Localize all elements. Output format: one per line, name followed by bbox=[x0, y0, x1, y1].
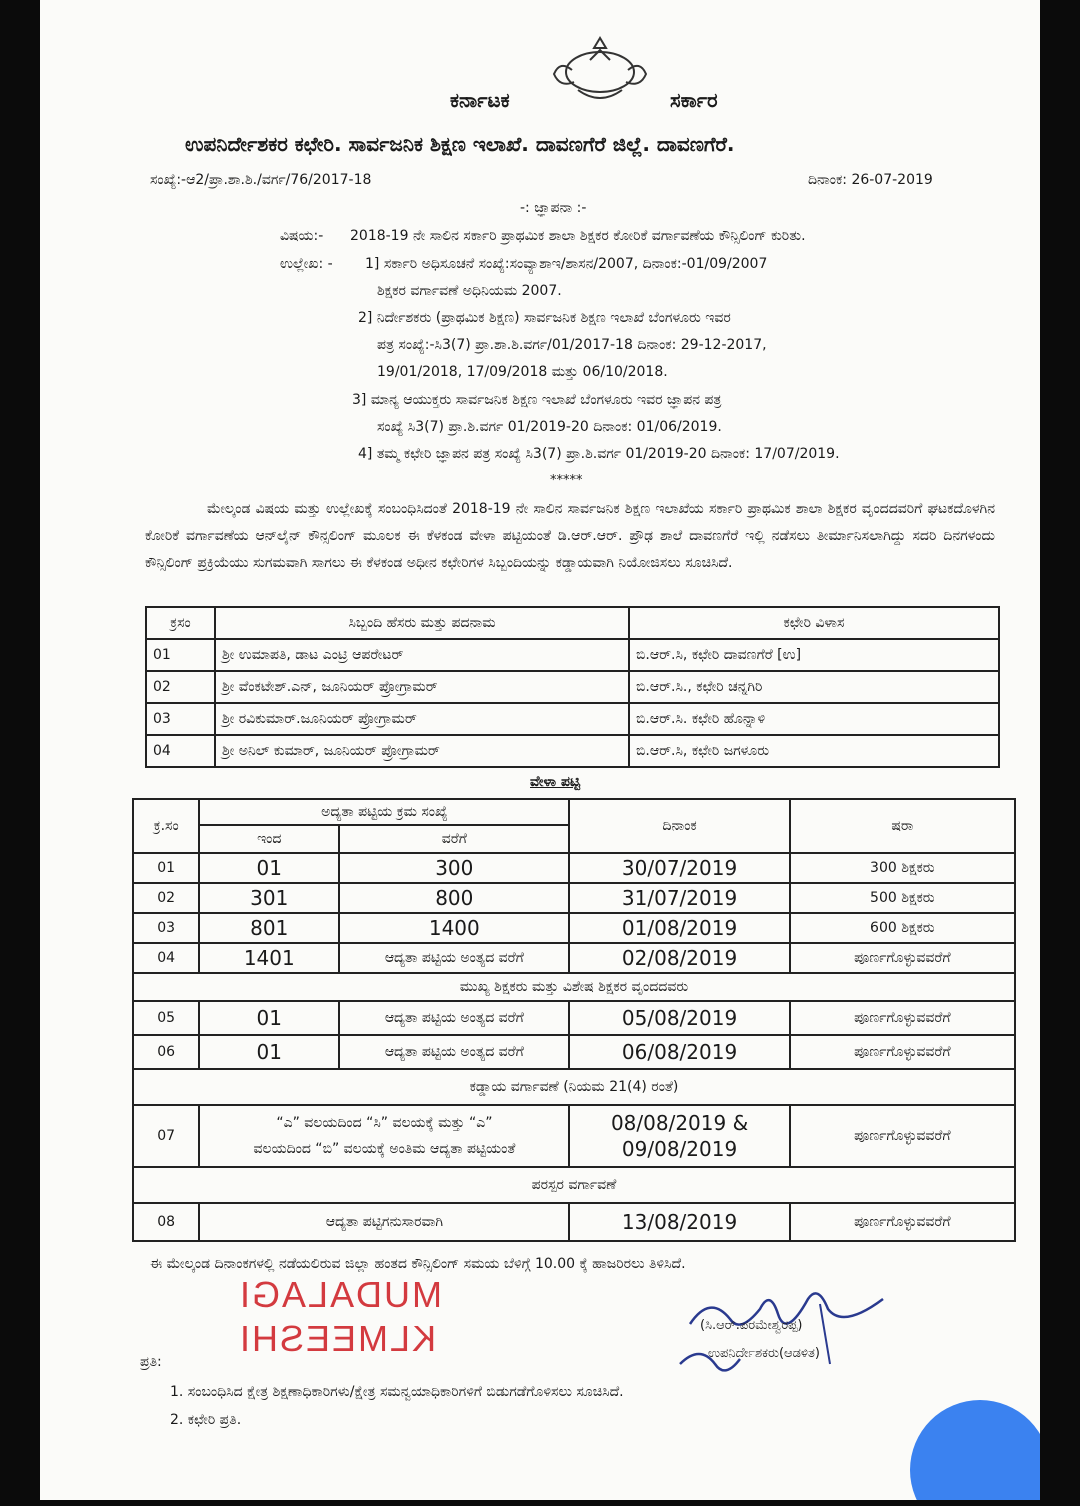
table-row bbox=[146, 671, 999, 703]
schedule-from: 801 bbox=[199, 913, 339, 943]
schedule-from: 01 bbox=[199, 1001, 339, 1035]
schedule-sl: 02 bbox=[133, 883, 199, 913]
staff-sl: 04 bbox=[146, 735, 215, 767]
zone-date-2: 09/08/2019 bbox=[621, 1137, 738, 1161]
schedule-to: ಆದ್ಯತಾ ಪಟ್ಟಿಯ ಅಂತ್ಯದ ವರೆಗೆ bbox=[339, 1001, 569, 1035]
subject-text: 2018-19 ನೇ ಸಾಲಿನ ಸರ್ಕಾರಿ ಪ್ರಾಥಮಿಕ ಶಾಲಾ ಶಿಕ್ಷಕರ ಕೋರಿಕೆ ವರ್ಗಾವಣೆಯ ಕೌನ್ಸಿಲಿಂಗ್ ಕುರಿತು. bbox=[350, 228, 806, 244]
schedule-date: 31/07/2019 bbox=[569, 883, 789, 913]
zone-transfer-description bbox=[199, 1105, 569, 1167]
schedule-from: 01 bbox=[199, 1035, 339, 1069]
schedule-to: ಆದ್ಯತಾ ಪಟ್ಟಿಯ ಅಂತ್ಯದ ವರೆಗೆ bbox=[339, 1035, 569, 1069]
separator-stars: ***** bbox=[550, 473, 583, 488]
staff-name: ಶ್ರೀ ಅನಿಲ್ ಕುಮಾರ್, ಜೂನಿಯರ್ ಪ್ರೋಗ್ರಾಮರ್ bbox=[215, 735, 629, 767]
schedule-sl: 03 bbox=[133, 913, 199, 943]
copy-item: 2. ಕಛೇರಿ ಪ್ರತಿ. bbox=[170, 1412, 242, 1428]
subject-label: ವಿಷಯ:- bbox=[280, 228, 324, 244]
schedule-header-from: ಇಂದ bbox=[199, 825, 339, 853]
schedule-to: 1400 bbox=[339, 913, 569, 943]
reference-line: ಸಂಖ್ಯೆ ಸಿ3(7) ಪ್ರಾ.ಶಿ.ವರ್ಗ 01/2019-20 ದಿನಾಂಕ: 01/06/2019. bbox=[377, 419, 722, 435]
table-row bbox=[133, 913, 1015, 943]
schedule-header-to: ವರೆಗೆ bbox=[339, 825, 569, 853]
references-label: ಉಲ್ಲೇಖ: - bbox=[280, 256, 333, 272]
schedule-remark: ಪೂರ್ಣಗೊಳ್ಳುವವರೆಗೆ bbox=[790, 1203, 1015, 1241]
schedule-from: 1401 bbox=[199, 943, 339, 973]
mutual-transfer-desc: ಆದ್ಯತಾ ಪಟ್ಟಿಗನುಸಾರವಾಗಿ bbox=[199, 1203, 569, 1241]
table-row bbox=[146, 703, 999, 735]
copy-item: 1. ಸಂಬಂಧಿಸಿದ ಕ್ಷೇತ್ರ ಶಿಕ್ಷಣಾಧಿಕಾರಿಗಳು/ಕ್ಷೇತ್ರ ಸಮನ್ವಯಾಧಿಕಾರಿಗಳಿಗೆ ಬಿಡುಗಡೆಗೊಳಿಸಲು ಸೂಚಿಸಿದೆ. bbox=[170, 1384, 624, 1400]
schedule-from: 301 bbox=[199, 883, 339, 913]
reference-line: 3] ಮಾನ್ಯ ಆಯುಕ್ತರು ಸಾರ್ವಜನಿಕ ಶಿಕ್ಷಣ ಇಲಾಖೆ ಬೆಂಗಳೂರು ಇವರ ಜ್ಞಾಪನ ಪತ್ರ bbox=[352, 392, 722, 408]
schedule-sl: 01 bbox=[133, 853, 199, 883]
zone-transfer-dates bbox=[569, 1105, 789, 1167]
table-row bbox=[133, 1105, 1015, 1167]
copy-label: ಪ್ರತಿ: bbox=[140, 1354, 162, 1370]
schedule-sl: 08 bbox=[133, 1203, 199, 1241]
schedule-header-seniority: ಅದ್ಯತಾ ಪಟ್ಟಿಯ ಕ್ರಮ ಸಂಖ್ಯೆ bbox=[199, 799, 569, 825]
staff-office: ಬಿ.ಆರ್.ಸಿ, ಕಛೇರಿ ದಾವಣಗೆರೆ [ಉ] bbox=[629, 639, 999, 671]
schedule-header-date: ದಿನಾಂಕ bbox=[569, 799, 789, 853]
staff-sl: 03 bbox=[146, 703, 215, 735]
signatory-name: (ಸಿ.ಆರ್.ಪರಮೇಶ್ವರಪ್ಪ) bbox=[700, 1318, 803, 1333]
schedule-date: 05/08/2019 bbox=[569, 1001, 789, 1035]
notice-title: -: ಜ್ಞಾಪನಾ :- bbox=[520, 200, 587, 216]
staff-name: ಶ್ರೀ ವೆಂಕಟೇಶ್.ಎನ್, ಜೂನಿಯರ್ ಪ್ರೋಗ್ರಾಮರ್ bbox=[215, 671, 629, 703]
staff-office: ಬಿ.ಆರ್.ಸಿ, ಕಛೇರಿ ಜಗಳೂರು bbox=[629, 735, 999, 767]
watermark-line-1: MUDALAGI bbox=[238, 1274, 443, 1315]
schedule-remark: 500 ಶಿಕ್ಷಕರು bbox=[790, 883, 1015, 913]
schedule-table bbox=[132, 798, 1016, 1242]
staff-sl: 02 bbox=[146, 671, 215, 703]
staff-name: ಶ್ರೀ ಉಮಾಪತಿ, ಡಾಟ ಎಂಟ್ರಿ ಆಪರೇಟರ್ bbox=[215, 639, 629, 671]
staff-office: ಬಿ.ಆರ್.ಸಿ., ಕಛೇರಿ ಚನ್ನಗಿರಿ bbox=[629, 671, 999, 703]
staff-header-name: ಸಿಬ್ಬಂದಿ ಹೆಸರು ಮತ್ತು ಪದನಾಮ bbox=[215, 607, 629, 639]
signatory-designation: ಉಪನಿರ್ದೇಶಕರು(ಆಡಳಿತ) bbox=[708, 1346, 820, 1361]
schedule-date: 06/08/2019 bbox=[569, 1035, 789, 1069]
schedule-sl: 05 bbox=[133, 1001, 199, 1035]
table-row bbox=[133, 1203, 1015, 1241]
staff-header-office: ಕಛೇರಿ ವಿಳಾಸ bbox=[629, 607, 999, 639]
body-paragraph: ಮೇಲ್ಕಂಡ ವಿಷಯ ಮತ್ತು ಉಲ್ಲೇಖಕ್ಕೆ ಸಂಬಂಧಿಸಿದಂತೆ 2018-19 ನೇ ಸಾಲಿನ ಸಾರ್ವಜನಿಕ ಶಿಕ್ಷಣ ಇಲಾಖೆಯ ಸರ್ಕಾರಿ ಪ್ರಾಥಮಿಕ ಶಾಲಾ ಶಿಕ್ಷಕರ ವೃಂದದವರಿಗೆ ಘಟಕದೊಳಗಿನ ಕೋರಿಕೆ ವರ್ಗಾವಣೆಯ ಆನ್‌ಲೈನ್ ಕೌನ್ಸಲಿಂಗ್ ಮೂಲಕ ಈ ಕೆಳಕಂಡ ವೇಳಾ ಪಟ್ಟಿಯಂತೆ ಡಿ.ಆರ್.ಆರ್. ಪ್ರೌಢ ಶಾಲೆ ದಾವಣಗೆರೆ ಇಲ್ಲಿ ನಡೆಸಲು ತೀರ್ಮಾನಿಸಲಾಗಿದ್ದು ಸದರಿ ದಿನಗಳಂದು ಕೌನ್ಸಿಲಿಂಗ್ ಪ್ರಕ್ರಿಯೆಯು ಸುಗಮವಾಗಿ ಸಾಗಲು ಈ ಕೆಳಕಂಡ ಅಧೀನ ಕಛೇರಿಗಳ ಸಿಬ್ಬಂದಿಯನ್ನು ಕಡ್ಡಾಯವಾಗಿ ನಿಯೋಜಿಸಲು ಸೂಚಿಸಿದೆ. bbox=[145, 501, 995, 571]
schedule-remark: 300 ಶಿಕ್ಷಕರು bbox=[790, 853, 1015, 883]
schedule-remark: ಪೂರ್ಣಗೊಳ್ಳುವವರೆಗೆ bbox=[790, 1035, 1015, 1069]
table-row bbox=[133, 883, 1015, 913]
schedule-sl: 06 bbox=[133, 1035, 199, 1069]
document-page bbox=[40, 0, 1040, 1500]
schedule-remark: ಪೂರ್ಣಗೊಳ್ಳುವವರೆಗೆ bbox=[790, 1001, 1015, 1035]
schedule-to: 300 bbox=[339, 853, 569, 883]
schedule-date: 30/07/2019 bbox=[569, 853, 789, 883]
schedule-title: ವೇಳಾ ಪಟ್ಟಿ bbox=[530, 774, 581, 790]
footer-note: ಈ ಮೇಲ್ಕಂಡ ದಿನಾಂಕಗಳಲ್ಲಿ ನಡೆಯಲಿರುವ ಜಿಲ್ಲಾ ಹಂತದ ಕೌನ್ಸಿಲಿಂಗ್ ಸಮಯ ಬೆಳಿಗ್ಗೆ 10.00 ಕ್ಕೆ ಹಾಜರಿರಲು ತಿಳಿಸಿದೆ. bbox=[150, 1256, 686, 1272]
staff-name: ಶ್ರೀ ರವಿಕುಮಾರ್.ಜೂನಿಯರ್ ಪ್ರೋಗ್ರಾಮರ್ bbox=[215, 703, 629, 735]
schedule-to: 800 bbox=[339, 883, 569, 913]
reference-line: 19/01/2018, 17/09/2018 ಮತ್ತು 06/10/2018. bbox=[377, 364, 668, 380]
letter-date: ದಿನಾಂಕ: 26-07-2019 bbox=[808, 172, 933, 188]
schedule-sl: 04 bbox=[133, 943, 199, 973]
table-row bbox=[133, 1035, 1015, 1069]
schedule-to: ಆದ್ಯತಾ ಪಟ್ಟಿಯ ಅಂತ್ಯದ ವರೆಗೆ bbox=[339, 943, 569, 973]
zone-desc-line2: ವಲಯದಿಂದ “ಬಿ” ವಲಯಕ್ಕೆ ಅಂತಿಮ ಆದ್ಯತಾ ಪಟ್ಟಿಯಂತೆ bbox=[253, 1141, 516, 1157]
signature-scribble-icon bbox=[670, 1284, 890, 1384]
office-title: ಉಪನಿರ್ದೇಶಕರ ಕಛೇರಿ. ಸಾರ್ವಜನಿಕ ಶಿಕ್ಷಣ ಇಲಾಖೆ. ದಾವಣಗೆರೆ ಜಿಲ್ಲೆ. ದಾವಣಗೆರೆ. bbox=[185, 132, 735, 156]
section-headteachers: ಮುಖ್ಯ ಶಿಕ್ಷಕರು ಮತ್ತು ವಿಶೇಷ ಶಿಕ್ಷಕರ ವೃಂದದವರು bbox=[133, 973, 1015, 1001]
watermark-line-2: KLMEESHI bbox=[238, 1318, 437, 1359]
schedule-from: 01 bbox=[199, 853, 339, 883]
schedule-remark: ಪೂರ್ಣಗೊಳ್ಳುವವರೆಗೆ bbox=[790, 1105, 1015, 1167]
section-compulsory-transfer: ಕಡ್ಡಾಯ ವರ್ಗಾವಣೆ (ನಿಯಮ 21(4) ರಂತೆ) bbox=[133, 1069, 1015, 1105]
floating-action-button[interactable] bbox=[910, 1400, 1040, 1500]
staff-table bbox=[145, 606, 1000, 768]
header-left-word: ಕರ್ನಾಟಕ bbox=[450, 88, 510, 112]
schedule-date: 02/08/2019 bbox=[569, 943, 789, 973]
table-row bbox=[146, 639, 999, 671]
table-row bbox=[133, 943, 1015, 973]
zone-desc-line1: “ಎ” ವಲಯದಿಂದ “ಸಿ” ವಲಯಕ್ಕೆ ಮತ್ತು “ಎ” bbox=[276, 1115, 493, 1131]
reference-line: 4] ತಮ್ಮ ಕಛೇರಿ ಜ್ಞಾಪನ ಪತ್ರ ಸಂಖ್ಯೆ ಸಿ3(7) ಪ್ರಾ.ಶಿ.ವರ್ಗ 01/2019-20 ದಿನಾಂಕ: 17/07/2019. bbox=[358, 446, 840, 462]
reference-line: ಪತ್ರ ಸಂಖ್ಯೆ:-ಸಿ3(7) ಪ್ರಾ.ಶಾ.ಶಿ.ವರ್ಗ/01/2017-18 ದಿನಾಂಕ: 29-12-2017, bbox=[377, 337, 767, 353]
staff-office: ಬಿ.ಆರ್.ಸಿ. ಕಛೇರಿ ಹೊನ್ನಾಳಿ bbox=[629, 703, 999, 735]
schedule-remark: ಪೂರ್ಣಗೊಳ್ಳುವವರೆಗೆ bbox=[790, 943, 1015, 973]
schedule-remark: 600 ಶಿಕ್ಷಕರು bbox=[790, 913, 1015, 943]
staff-header-sl: ಕ್ರಸಂ bbox=[146, 607, 215, 639]
staff-sl: 01 bbox=[146, 639, 215, 671]
reference-line: 1] ಸರ್ಕಾರಿ ಅಧಿಸೂಚನೆ ಸಂಖ್ಯೆ:ಸಂವ್ಯಾಶಾಇ/ಶಾಸನ/2007, ದಿನಾಂಕ:-01/09/2007 bbox=[365, 256, 768, 272]
schedule-date: 01/08/2019 bbox=[569, 913, 789, 943]
schedule-sl: 07 bbox=[133, 1105, 199, 1167]
section-mutual-transfer: ಪರಸ್ಪರ ವರ್ಗಾವಣೆ bbox=[133, 1167, 1015, 1203]
reference-line: ಶಿಕ್ಷಕರ ವರ್ಗಾವಣೆ ಅಧಿನಿಯಮ 2007. bbox=[377, 283, 562, 299]
zone-date-1: 08/08/2019 & bbox=[610, 1111, 749, 1135]
schedule-header-remark: ಷರಾ bbox=[790, 799, 1015, 853]
schedule-date: 13/08/2019 bbox=[569, 1203, 789, 1241]
table-row bbox=[146, 735, 999, 767]
state-emblem-icon bbox=[550, 30, 650, 108]
reference-number: ಸಂಖ್ಯೆ:-ಆ2/ಪ್ರಾ.ಶಾ.ಶಿ./ವರ್ಗ/76/2017-18 bbox=[150, 172, 372, 188]
table-row bbox=[133, 853, 1015, 883]
schedule-header-sl: ಕ್ರ.ಸಂ bbox=[133, 799, 199, 853]
reference-line: 2] ನಿರ್ದೇಶಕರು (ಪ್ರಾಥಮಿಕ ಶಿಕ್ಷಣ) ಸಾರ್ವಜನಿಕ ಶಿಕ್ಷಣ ಇಲಾಖೆ ಬೆಂಗಳೂರು ಇವರ bbox=[358, 310, 731, 326]
table-row bbox=[133, 1001, 1015, 1035]
header-right-word: ಸರ್ಕಾರ bbox=[670, 88, 718, 112]
